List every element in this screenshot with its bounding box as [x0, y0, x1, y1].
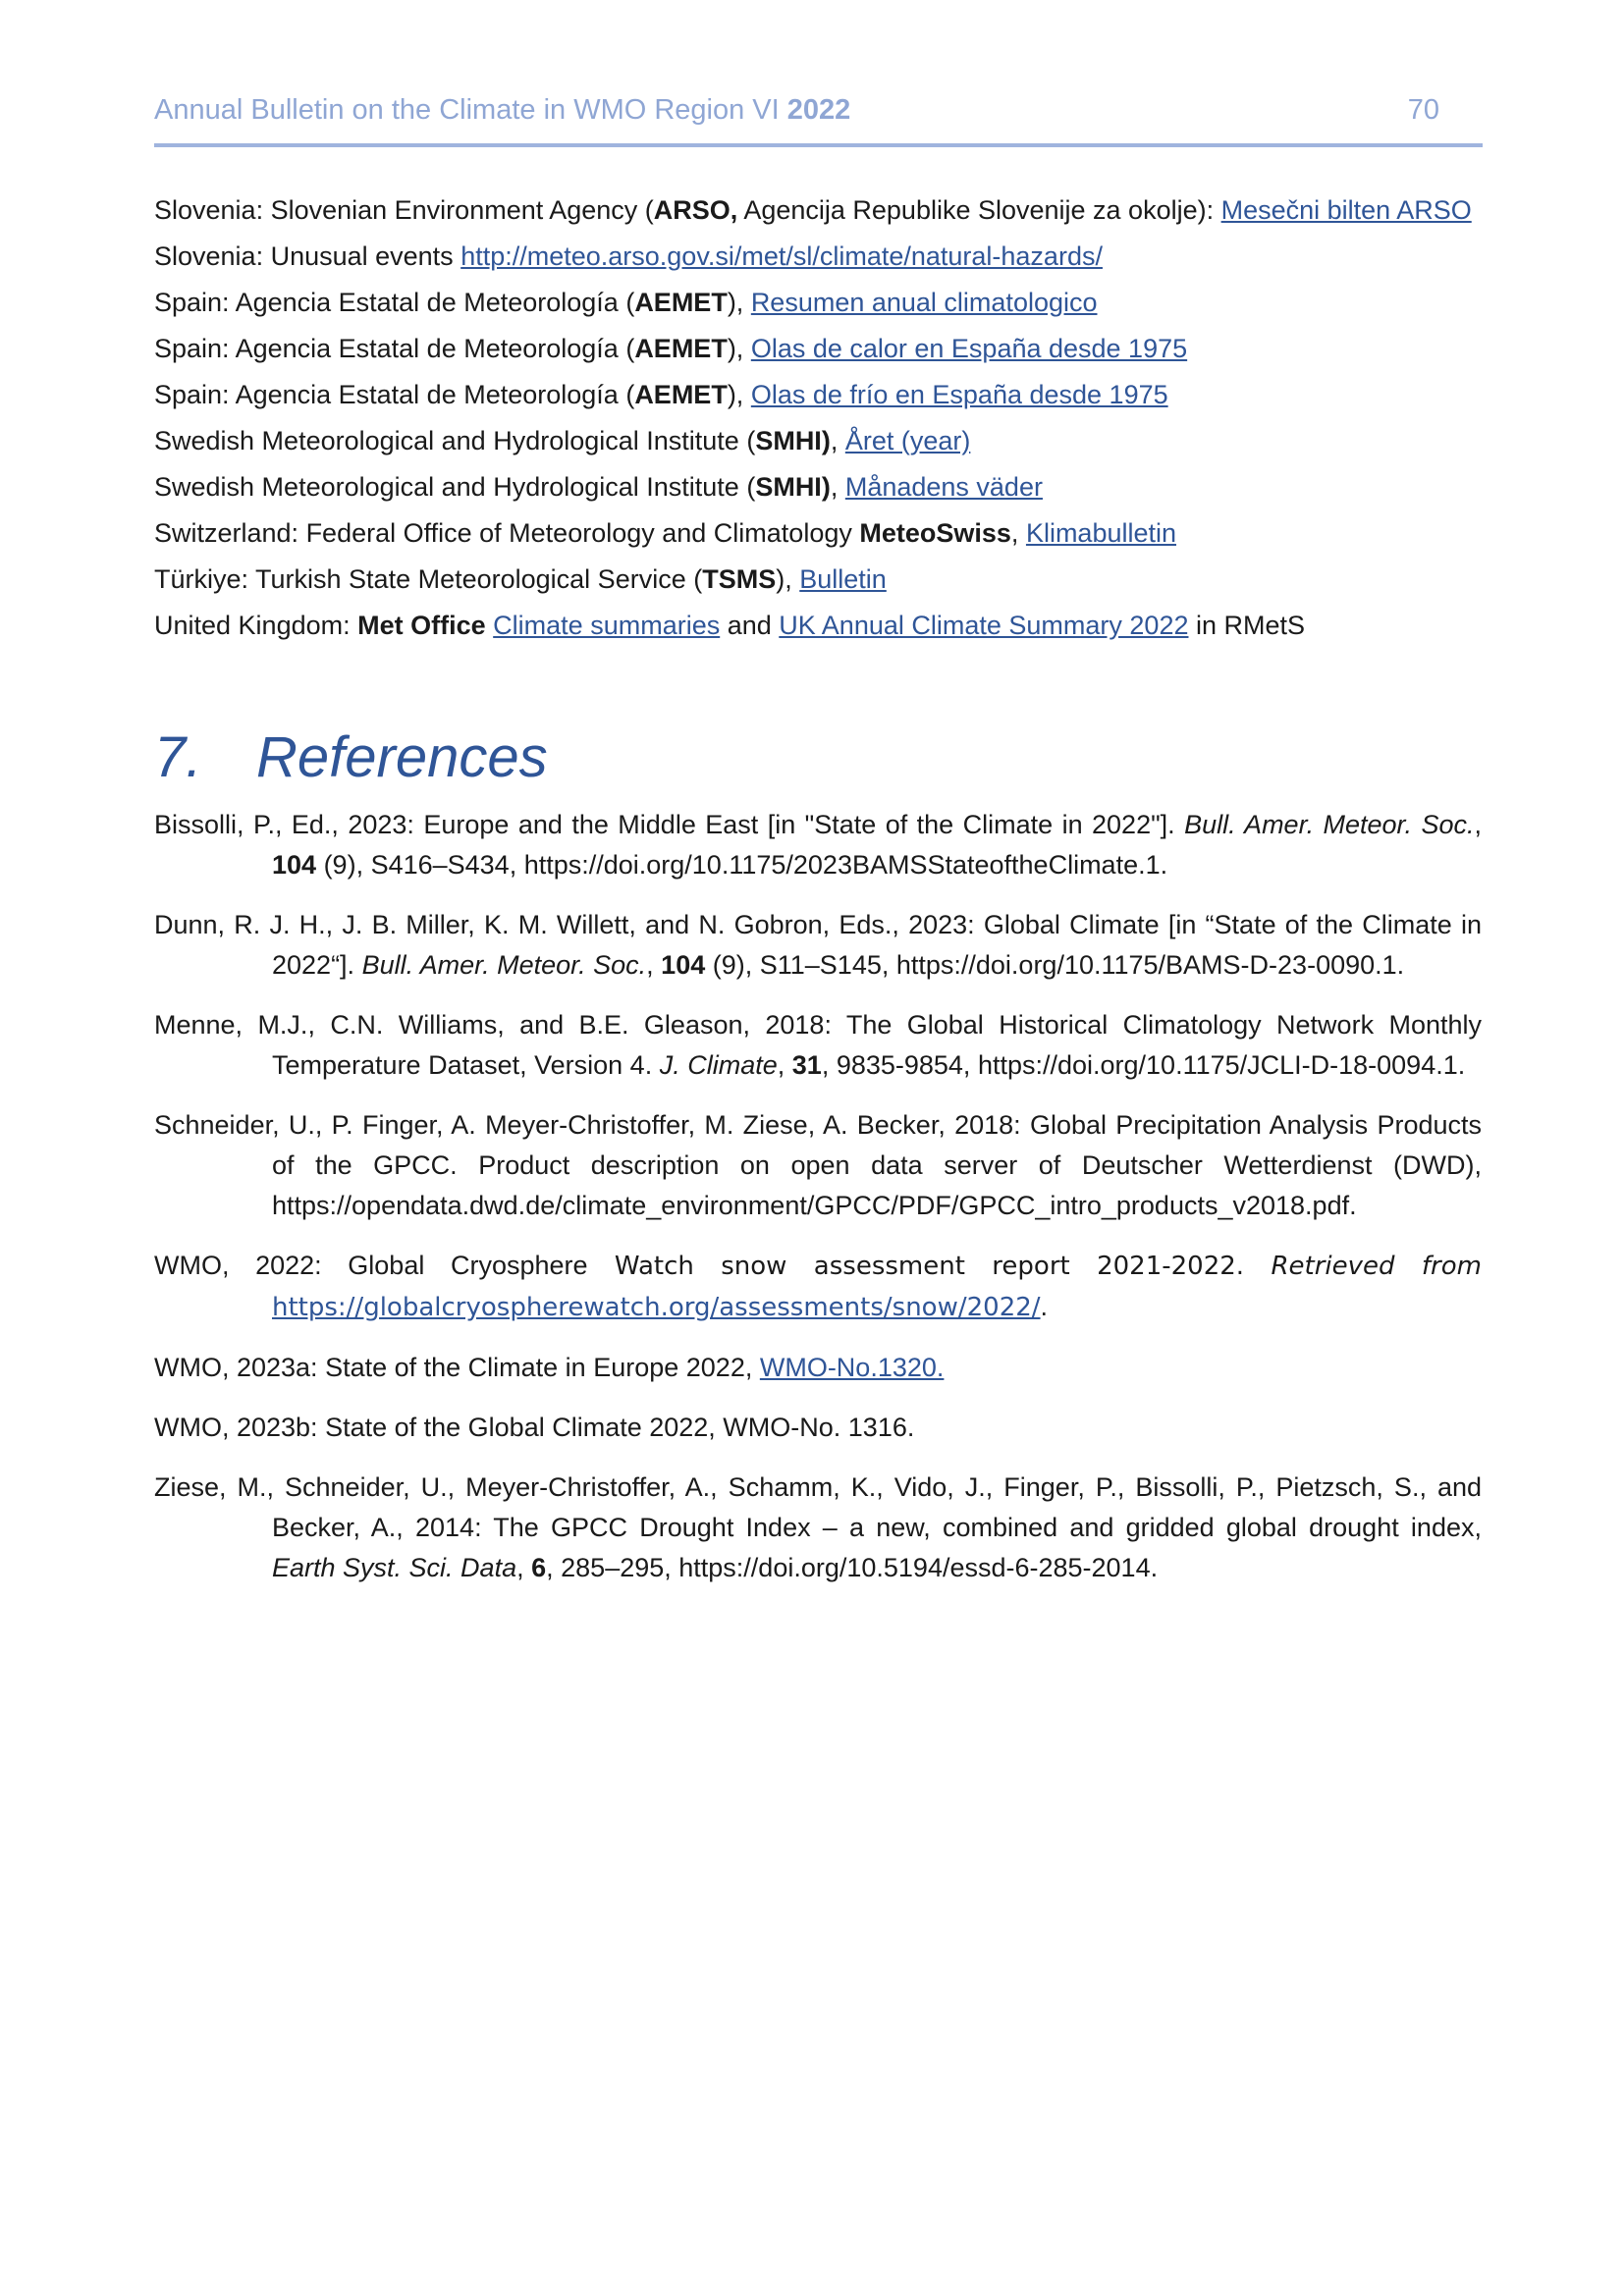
source-link[interactable]: Bulletin	[799, 564, 887, 594]
reference-item: WMO, 2023a: State of the Climate in Europe 2022, WMO-No.1320.	[154, 1353, 945, 1382]
source-item: Swedish Meteorological and Hydrological Institute (SMHI), Månadens väder	[154, 472, 1043, 502]
header-divider	[154, 143, 1483, 147]
source-link[interactable]: Resumen anual climatologico	[750, 288, 1098, 317]
section-heading	[154, 724, 548, 790]
references-list	[154, 805, 1482, 1608]
data-sources-list	[154, 190, 1482, 652]
section-number: 7.	[154, 725, 202, 789]
page-number: 70	[1407, 94, 1439, 126]
reference-item: WMO, 2023b: State of the Global Climate 2022, WMO-No. 1316.	[154, 1413, 915, 1442]
running-header	[154, 94, 1483, 133]
section-title: References	[256, 725, 548, 789]
source-item: Spain: Agencia Estatal de Meteorología (AEMET), Resumen anual climatologico	[154, 288, 1098, 317]
source-link[interactable]: Klimabulletin	[1025, 518, 1177, 548]
reference-item: WMO, 2022: Global Cryosphere Watch snow assessment report 2021-2022. Retrieved from https://globalcryospherewatch.org/assessments/snow/2022/.	[154, 1251, 1482, 1322]
source-item: Türkiye: Turkish State Meteorological Service (TSMS), Bulletin	[154, 564, 887, 594]
source-link[interactable]: Månadens väder	[844, 472, 1043, 502]
source-item: United Kingdom: Met Office Climate summaries and UK Annual Climate Summary 2022 in RMetS	[154, 611, 1306, 640]
source-link[interactable]: Olas de frío en España desde 1975	[750, 380, 1168, 409]
source-item: Spain: Agencia Estatal de Meteorología (AEMET), Olas de calor en España desde 1975	[154, 334, 1188, 363]
reference-item: Schneider, U., P. Finger, A. Meyer-Christoffer, M. Ziese, A. Becker, 2018: Global Precipitation Analysis Products of the GPCC. Product description on open data server of Deutscher Wetterdienst (DWD), https://opendata.dwd.de/climate_environment/GPCC/PDF/GPCC_intro_products_v2018.pdf.	[154, 1110, 1482, 1220]
reference-link[interactable]: https://globalcryospherewatch.org/assessments/snow/2022/	[272, 1293, 1041, 1322]
source-item: Spain: Agencia Estatal de Meteorología (AEMET), Olas de frío en España desde 1975	[154, 380, 1168, 409]
source-item: Swedish Meteorological and Hydrological Institute (SMHI), Året (year)	[154, 426, 971, 455]
reference-item: Bissolli, P., Ed., 2023: Europe and the Middle East [in "State of the Climate in 2022"]. Bull. Amer. Meteor. Soc., 104 (9), S416–S434, https://doi.org/10.1175/2023BAMSStateoftheClimate.1.	[154, 810, 1482, 880]
reference-item: Ziese, M., Schneider, U., Meyer-Christoffer, A., Schamm, K., Vido, J., Finger, P., Bissolli, P., Pietzsch, S., and Becker, A., 2014: The GPCC Drought Index – a new, combined and gridded global drought index, Earth Syst. Sci. Data, 6, 285–295, https://doi.org/10.5194/essd-6-285-2014.	[154, 1472, 1482, 1582]
reference-item: Menne, M.J., C.N. Williams, and B.E. Gleason, 2018: The Global Historical Climatology Network Monthly Temperature Dataset, Version 4. J. Climate, 31, 9835-9854, https://doi.org/10.1175/JCLI-D-18-0094.1.	[154, 1010, 1482, 1080]
source-link[interactable]: Mesečni bilten ARSO	[1220, 195, 1472, 225]
source-link[interactable]: UK Annual Climate Summary 2022	[779, 611, 1189, 640]
source-item: Switzerland: Federal Office of Meteorology and Climatology MeteoSwiss, Klimabulletin	[154, 518, 1177, 548]
reference-item: Dunn, R. J. H., J. B. Miller, K. M. Willett, and N. Gobron, Eds., 2023: Global Climate [in “State of the Climate in 2022“]. Bull. Amer. Meteor. Soc., 104 (9), S11–S145, https://doi.org/10.1175/BAMS-D-23-0090.1.	[154, 910, 1482, 980]
source-link[interactable]: Året (year)	[844, 426, 971, 455]
source-link[interactable]: Climate summaries	[493, 611, 721, 640]
source-item: Slovenia: Slovenian Environment Agency (ARSO, Agencija Republike Slovenije za okolje): Mesečni bilten ARSO	[154, 195, 1472, 225]
source-item: Slovenia: Unusual events http://meteo.arso.gov.si/met/sl/climate/natural-hazards/	[154, 241, 1103, 271]
header-year: 2022	[786, 94, 851, 126]
header-title: Annual Bulletin on the Climate in WMO Region VI 2022	[154, 94, 851, 126]
reference-link[interactable]: WMO-No.1320.	[759, 1353, 945, 1382]
source-link[interactable]: http://meteo.arso.gov.si/met/sl/climate/natural-hazards/	[460, 241, 1103, 271]
source-link[interactable]: Olas de calor en España desde 1975	[750, 334, 1188, 363]
